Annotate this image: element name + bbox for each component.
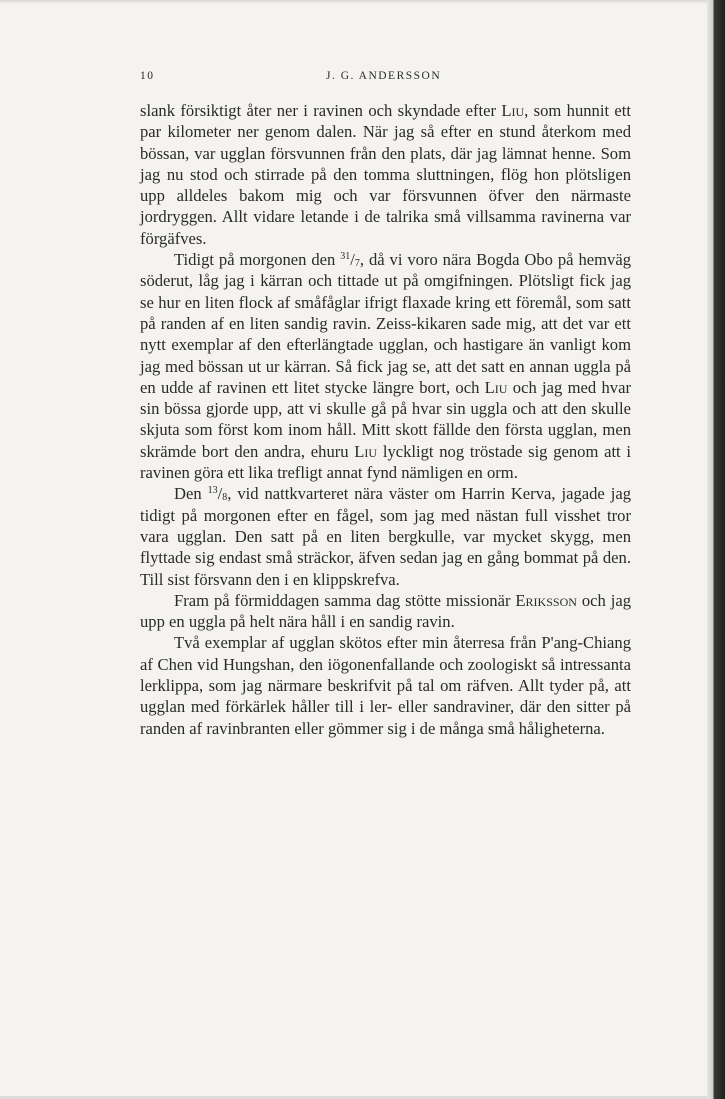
page-number: 10 <box>140 70 155 82</box>
text-run: Två exemplar af ugglan skötos efter min återresa från P'ang-Chiang af Chen vid Hungshan, den iögonenfallande och zoologiskt så intressanta lerklippa, som jag närmare beskrifvit på tal om räfven. Allt tyder på, att ugglan med förkärlek håller till i ler- eller sandraviner, där den sitter på randen af ravinbranten eller gömmer sig i de många små håligheterna. <box>140 633 631 738</box>
paragraph-5 <box>140 632 631 738</box>
text-run: , då vi voro nära Bogda Obo på hemväg söderut, låg jag i kärran och tittade ut på omgifningen. Plötsligt fick jag se hur en liten flock af småfåglar ifrigt flaxade kring ett föremål, som satt på randen af en liten sandig ravin. Zeiss-kikaren sade mig, att det var ett nytt exemplar af den efterlängtade ugglan, och hastigare än vanligt kom jag med bössan ut ur kärran. Så fick jag se, att det satt en annan uggla på en udde af ravinen ett litet stycke längre bort, och <box>140 250 631 397</box>
paragraph-2: Tidigt på morgonen den $^{31}/_7$, då vi voro nära Bogda Obo på hemväg söderut, låg jag i kärran och tittade ut på omgifningen. Plötsligt fick jag se hur en liten flock af småfåglar ifrigt flaxade kring ett föremål, som satt på randen af en liten sandig ravin. Zeiss-kikaren sade mig, att det var ett nytt exemplar af den efterlängtade ugglan, och hastigare än vanligt kom jag med bössan ut ur kärran. Så fick jag se, att det satt en annan uggla på en udde af ravinen ett litet stycke längre bort, och Liu och jag med hvar sin bössa gjorde upp, att vi skulle gå på hvar sin uggla och att den skulle skjuta som först kom inom håll. Mitt skott fällde den första ugglan, men skrämde bort den andra, ehuru Liu lyckligt nog tröstade sig genom att i ravinen göra ett lika trefligt annat fynd nämligen en orm. <box>140 250 631 483</box>
text-run: slank försiktigt åter ner i ravinen och skyndade efter <box>140 101 502 120</box>
paragraph-4 <box>140 590 631 633</box>
name-liu: Liu <box>484 377 508 397</box>
text-run: Fram på förmiddagen samma dag stötte missionär <box>174 590 516 610</box>
date-numerator: 13 <box>207 485 218 497</box>
text-run: Den <box>174 484 208 504</box>
text-run: , som hunnit ett par kilometer ner genom dalen. När jag så efter en stund återkom med bössan, var ugglan försvunnen från den plats, där jag lämnat henne. Som jag nu stod och stirrade på den tomma sluttningen, flög hon plötsligen upp alldeles bakom mig och var försvunnen öfver den närmaste jordryggen. Allt vidare letande i de talrika små villsamma ravinerna var förgäfves. <box>140 101 631 248</box>
text-run: och jag upp en uggla på helt nära håll i en sandig ravin. <box>140 590 631 632</box>
running-head-author: J. G. ANDERSSON <box>326 70 442 82</box>
name-liu: Liu <box>354 441 378 461</box>
text-run: Tidigt på morgonen den <box>174 250 341 270</box>
running-head <box>140 64 631 88</box>
paragraph-1 <box>140 100 631 249</box>
text-run: , vid nattkvarteret nära väster om Harrin Kerva, jagade jag tidigt på morgonen efter en fågel, som jag med nästan full visshet tror vara ugglan. Den satt på en liten bergkulle, var mycket skygg, men flyttade sig endast små sträckor, äfven sedan jag en gång bommat på den. Till sist försvann den i en klippskrefva. <box>140 484 631 589</box>
scan-right-edge <box>707 0 725 1099</box>
text-run: lyckligt nog tröstade sig genom att i ravinen göra ett lika trefligt annat fynd nämligen en orm. <box>140 441 631 483</box>
date-denominator: 7 <box>354 258 360 270</box>
date-numerator: 31 <box>340 251 351 263</box>
paragraph-3: Den $^{13}/_8$, vid nattkvarteret nära väster om Harrin Kerva, jagade jag tidigt på morgonen efter en fågel, som jag med nästan full visshet tror vara ugglan. Den satt på en liten bergkulle, var mycket skygg, men flyttade sig endast små sträckor, äfven sedan jag en gång bommat på den. Till sist försvann den i en klippskrefva. <box>140 484 631 589</box>
date-denominator: 8 <box>222 492 228 504</box>
name-liu: Liu <box>501 101 525 120</box>
book-page <box>140 64 631 739</box>
scan-top-edge <box>0 0 707 4</box>
name-eriksson: Eriksson <box>515 590 577 610</box>
text-run: och jag med hvar sin bössa gjorde upp, att vi skulle gå på hvar sin uggla och att den skulle skjuta som först kom inom håll. Mitt skott fällde den första ugglan, men skrämde bort den andra, ehuru <box>140 377 631 461</box>
body-text <box>140 100 631 739</box>
